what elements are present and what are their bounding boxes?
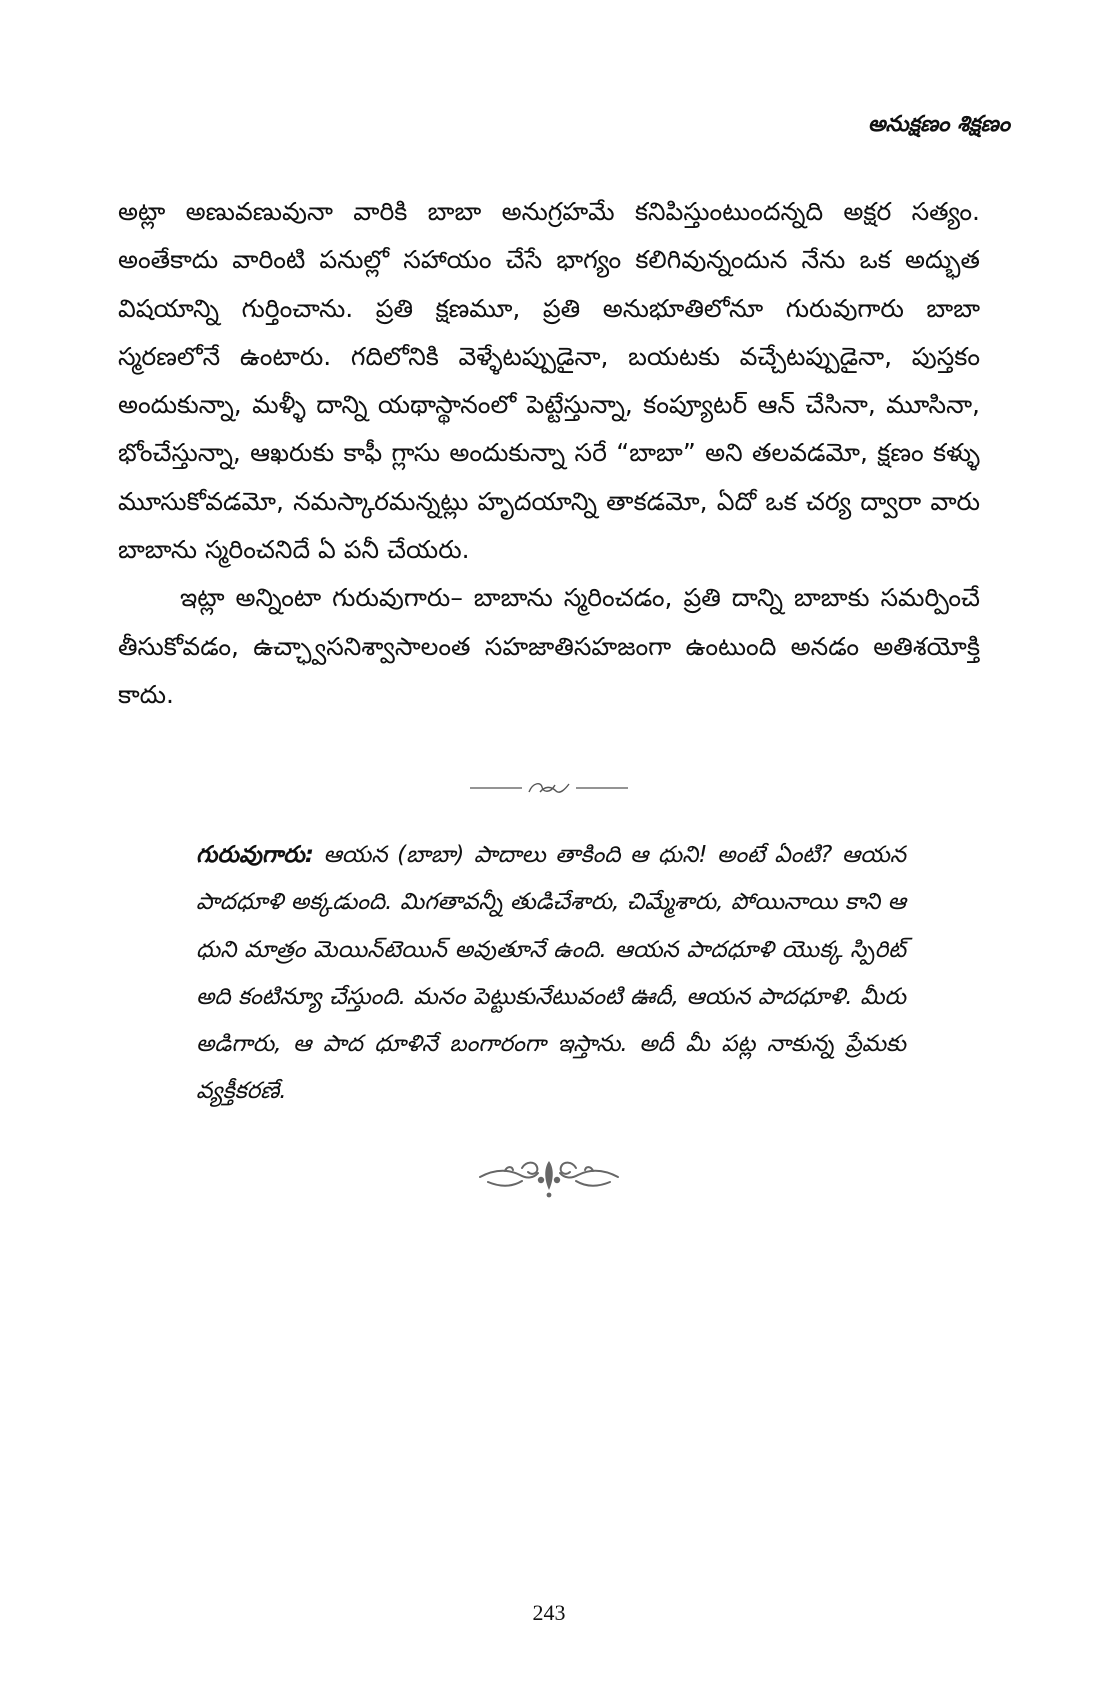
ornament-flourish-icon (0, 1152, 1098, 1202)
page-number: 243 (532, 1600, 566, 1625)
divider-flourish (529, 784, 569, 792)
quote-text: ఆయన (బాబా) పాదాలు తాకింది ఆ ధుని! అంటే ఏంటి? ఆయన పాదధూళి అక్కడుంది. మిగతావన్నీ తుడిచేశారు, చిమ్మేశారు, పోయినాయి కాని ఆ ధుని మాత్రం మెయిన్‌టెయిన్ అవుతూనే ఉంది. ఆయన పాదధూళి యొక్క స్పిరిట్ అది కంటిన్యూ చేస్తుంది. మనం పెట్టుకునేటువంటి ఊదీ, ఆయన పాదధూళి. మీరు అడిగారు, ఆ పాద ధూళినే బంగారంగా ఇస్తాను. అదీ మీ పట్ల నాకున్న ప్రేమకు వ్యక్తీకరణే. (196, 842, 907, 1105)
quote-block (196, 832, 906, 1116)
running-header: అనుక్షణం శిక్షణం (867, 112, 1010, 137)
paragraph-1: అట్లా అణువణువునా వారికి బాబా అనుగ్రహమే కనిపిస్తుంటుందన్నది అక్షర సత్యం. అంతేకాదు వారింటి పనుల్లో సహాయం చేసే భాగ్యం కలిగివున్నందున నేను ఒక అద్భుత విషయాన్ని గుర్తించాను. ప్రతి క్షణమూ, ప్రతి అనుభూతిలోనూ గురువుగారు బాబా స్మరణలోనే ఉంటారు. గదిలోనికి వెళ్ళేటప్పుడైనా, బయటకు వచ్చేటప్పుడైనా, పుస్తకం అందుకున్నా, మళ్ళీ దాన్ని యథాస్థానంలో పెట్టేస్తున్నా, కంప్యూటర్ ఆన్ చేసినా, మూసినా, భోంచేస్తున్నా, ఆఖరుకు కాఫీ గ్లాసు అందుకున్నా సరే “బాబా” అని తలవడమో, క్షణం కళ్ళు మూసుకోవడమో, నమస్కారమన్నట్లు హృదయాన్ని తాకడమో, ఏదో ఒక చర్య ద్వారా వారు బాబాను స్మరించనిదే ఏ పనీ చేయరు. (118, 197, 980, 565)
section-divider (0, 773, 1098, 803)
quote-speaker: గురువుగారు: (196, 842, 314, 868)
body-text (118, 188, 980, 719)
quote-paragraph (196, 832, 906, 1116)
paragraph-2: ఇట్లా అన్నింటా గురువుగారు– బాబాను స్మరించడం, ప్రతి దాన్ని బాబాకు సమర్పించే తీసుకోవడం, ఉచ్ఛ్వాసనిశ్వాసాలంత సహజాతిసహజంగా ఉంటుంది అనడం అతిశయోక్తి కాదు. (118, 583, 980, 709)
